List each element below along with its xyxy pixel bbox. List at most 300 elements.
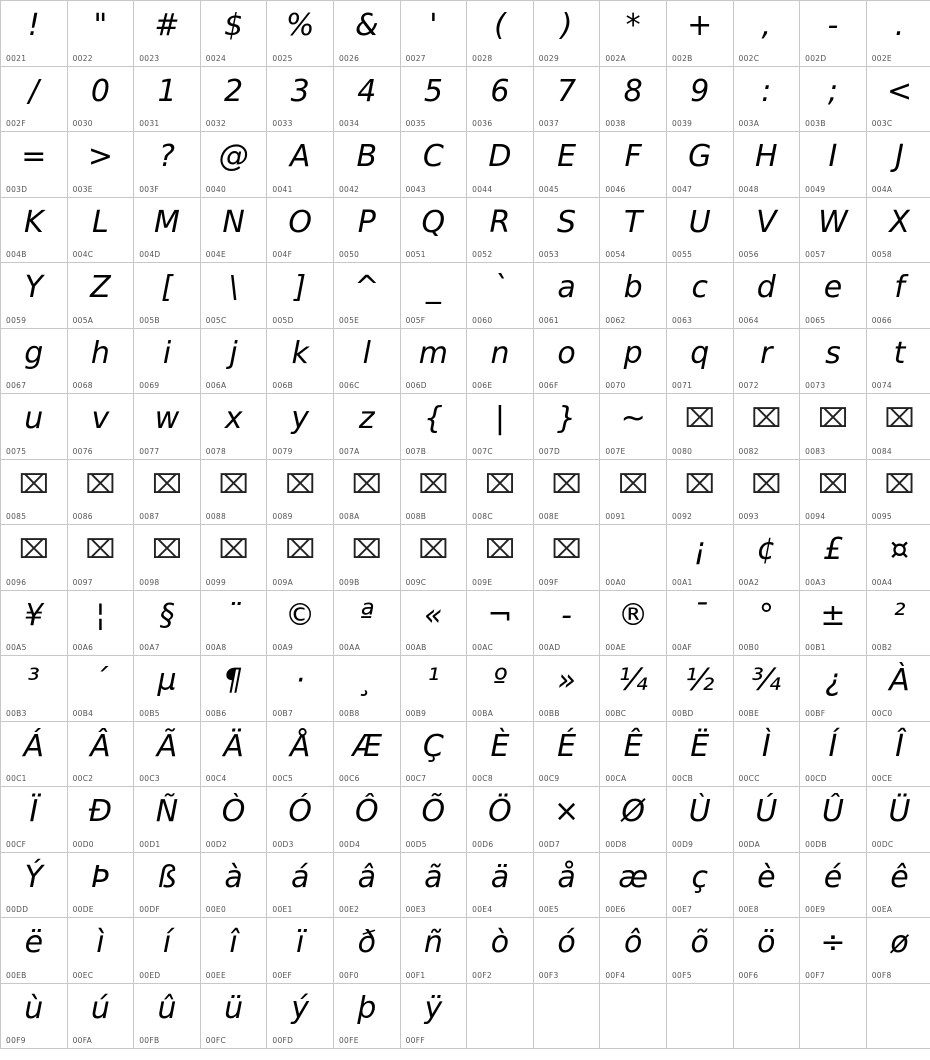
glyph-cell[interactable] [1, 394, 68, 460]
glyph-cell[interactable] [267, 197, 334, 263]
glyph-cell[interactable] [1, 721, 68, 787]
glyph-cell[interactable] [800, 852, 867, 918]
glyph-cell[interactable] [467, 721, 534, 787]
glyph-cell[interactable] [600, 197, 667, 263]
glyph-cell[interactable] [134, 132, 201, 198]
glyph-character: ã [424, 859, 443, 895]
glyph-cell[interactable] [333, 656, 400, 722]
glyph-cell[interactable] [333, 918, 400, 984]
glyph-cell[interactable] [600, 132, 667, 198]
glyph-cell[interactable] [666, 197, 733, 263]
glyph-codepoint: 008A [338, 512, 360, 521]
glyph-character: S [557, 204, 577, 240]
glyph-cell[interactable] [800, 656, 867, 722]
glyph-cell[interactable] [533, 525, 600, 591]
glyph-cell[interactable] [267, 459, 334, 525]
glyph-character: » [557, 663, 576, 698]
glyph-cell[interactable] [666, 459, 733, 525]
glyph-cell[interactable] [600, 525, 667, 591]
glyph-cell[interactable] [67, 590, 134, 656]
glyph-cell[interactable] [333, 459, 400, 525]
glyph-character: Í [828, 728, 838, 764]
glyph-character: > [87, 139, 113, 174]
glyph-cell[interactable] [866, 394, 930, 460]
glyph-cell[interactable] [666, 656, 733, 722]
glyph-cell[interactable] [267, 328, 334, 394]
glyph-codepoint: 0028 [472, 53, 493, 63]
glyph-cell[interactable] [600, 328, 667, 394]
glyph-cell[interactable] [467, 263, 534, 329]
glyph-cell[interactable] [733, 263, 800, 329]
glyph-cell[interactable] [533, 459, 600, 525]
glyph-codepoint: 0042 [338, 184, 360, 194]
glyph-cell[interactable] [533, 1, 600, 67]
glyph-character: ¸ [359, 663, 375, 698]
glyph-character: ¶ [224, 663, 244, 698]
glyph-cell[interactable] [600, 787, 667, 853]
glyph-cell[interactable] [200, 590, 267, 656]
glyph-cell[interactable] [67, 918, 134, 984]
glyph-cell[interactable] [467, 656, 534, 722]
glyph-cell[interactable] [200, 983, 267, 1049]
glyph-cell[interactable] [400, 656, 467, 722]
glyph-row [1, 1, 930, 67]
glyph-cell[interactable] [67, 1, 134, 67]
glyph-cell[interactable] [533, 394, 600, 460]
glyph-character: J [895, 139, 904, 174]
glyph-cell[interactable] [134, 263, 201, 329]
glyph-cell[interactable] [134, 656, 201, 722]
glyph-cell[interactable] [134, 590, 201, 656]
glyph-cell[interactable] [1, 983, 68, 1049]
glyph-cell[interactable] [800, 66, 867, 132]
glyph-cell[interactable] [400, 328, 467, 394]
glyph-cell[interactable] [666, 66, 733, 132]
glyph-codepoint: 0094 [805, 512, 826, 521]
glyph-cell[interactable] [333, 721, 400, 787]
glyph-cell[interactable] [1, 787, 68, 853]
glyph-cell[interactable] [200, 656, 267, 722]
glyph-cell[interactable] [267, 852, 334, 918]
glyph-cell[interactable] [600, 656, 667, 722]
glyph-cell[interactable] [400, 918, 467, 984]
glyph-cell[interactable] [200, 918, 267, 984]
glyph-cell[interactable] [866, 197, 930, 263]
glyph-cell[interactable] [467, 787, 534, 853]
glyph-cell[interactable] [600, 459, 667, 525]
glyph-cell[interactable] [333, 132, 400, 198]
glyph-codepoint: 005C [205, 315, 227, 325]
glyph-cell[interactable] [467, 197, 534, 263]
glyph-cell[interactable] [67, 656, 134, 722]
glyph-cell[interactable] [467, 590, 534, 656]
glyph-cell[interactable] [866, 525, 930, 591]
glyph-cell[interactable] [600, 852, 667, 918]
glyph-codepoint: 00CD [805, 774, 827, 783]
glyph-codepoint: 00F4 [605, 970, 626, 980]
glyph-cell[interactable] [533, 328, 600, 394]
glyph-codepoint: 0038 [605, 119, 626, 128]
glyph-cell[interactable] [333, 852, 400, 918]
glyph-character: ~ [620, 401, 646, 436]
glyph-cell[interactable] [134, 459, 201, 525]
glyph-cell[interactable] [1, 328, 68, 394]
glyph-cell[interactable] [800, 590, 867, 656]
glyph-cell[interactable] [267, 590, 334, 656]
glyph-character: Á [23, 728, 45, 764]
glyph-cell[interactable] [67, 983, 134, 1049]
glyph-cell[interactable] [666, 721, 733, 787]
glyph-cell[interactable] [267, 721, 334, 787]
glyph-cell[interactable] [866, 132, 930, 198]
glyph-cell[interactable] [1, 852, 68, 918]
glyph-cell[interactable] [333, 394, 400, 460]
glyph-cell[interactable] [400, 590, 467, 656]
glyph-cell[interactable] [1, 132, 68, 198]
glyph-cell[interactable] [67, 852, 134, 918]
glyph-codepoint: 0025 [272, 53, 293, 63]
glyph-cell[interactable] [800, 328, 867, 394]
glyph-cell[interactable] [467, 459, 534, 525]
glyph-cell[interactable] [467, 918, 534, 984]
glyph-cell[interactable] [866, 918, 930, 984]
glyph-codepoint: 0060 [472, 315, 493, 325]
glyph-codepoint: 00A4 [871, 577, 893, 587]
glyph-cell[interactable] [333, 263, 400, 329]
glyph-cell[interactable] [134, 525, 201, 591]
glyph-cell[interactable] [67, 525, 134, 591]
glyph-cell[interactable] [333, 590, 400, 656]
glyph-cell[interactable] [733, 1, 800, 67]
glyph-cell[interactable] [400, 787, 467, 853]
glyph-codepoint: 006B [272, 381, 294, 390]
glyph-character: Z [90, 270, 111, 305]
glyph-character: £ [823, 532, 843, 567]
glyph-cell[interactable] [866, 787, 930, 853]
glyph-codepoint: 00E1 [272, 905, 293, 914]
glyph-cell[interactable] [400, 1, 467, 67]
glyph-cell[interactable] [134, 721, 201, 787]
glyph-cell[interactable] [200, 525, 267, 591]
glyph-character: Ê [623, 728, 643, 764]
glyph-cell[interactable] [866, 721, 930, 787]
glyph-cell[interactable] [200, 197, 267, 263]
glyph-cell[interactable] [467, 132, 534, 198]
glyph-cell[interactable] [333, 66, 400, 132]
glyph-cell[interactable] [800, 1, 867, 67]
glyph-cell[interactable] [600, 721, 667, 787]
glyph-cell[interactable] [800, 263, 867, 329]
glyph-codepoint: 00AF [671, 643, 693, 652]
glyph-cell[interactable] [800, 787, 867, 853]
glyph-cell[interactable] [333, 197, 400, 263]
glyph-cell[interactable] [67, 197, 134, 263]
glyph-cell[interactable] [866, 66, 930, 132]
glyph-codepoint: 004C [72, 250, 94, 259]
glyph-cell[interactable] [666, 394, 733, 460]
notdef-glyph: ⌧ [152, 535, 182, 565]
glyph-cell[interactable] [533, 66, 600, 132]
glyph-codepoint: 0054 [605, 250, 626, 259]
glyph-codepoint: 005A [72, 315, 94, 325]
glyph-cell[interactable] [333, 983, 400, 1049]
glyph-cell[interactable] [400, 459, 467, 525]
glyph-cell[interactable] [733, 590, 800, 656]
glyph-cell[interactable] [1, 918, 68, 984]
glyph-cell[interactable] [733, 721, 800, 787]
glyph-cell[interactable] [666, 132, 733, 198]
glyph-cell[interactable] [400, 852, 467, 918]
glyph-cell[interactable] [666, 1, 733, 67]
glyph-codepoint: 00E0 [205, 905, 227, 914]
glyph-character [600, 529, 666, 571]
glyph-codepoint: 0098 [139, 577, 160, 587]
glyph-cell[interactable] [200, 459, 267, 525]
glyph-cell[interactable] [866, 263, 930, 329]
glyph-character: ÷ [820, 925, 846, 960]
glyph-cell[interactable] [733, 787, 800, 853]
glyph-cell[interactable] [267, 656, 334, 722]
notdef-glyph: ⌧ [418, 469, 449, 500]
glyph-codepoint: 00BB [538, 708, 560, 718]
glyph-character: ¤ [889, 532, 910, 567]
glyph-cell[interactable] [866, 590, 930, 656]
glyph-character: a [557, 270, 576, 305]
glyph-codepoint: 00AB [405, 643, 427, 652]
glyph-codepoint: 009E [472, 577, 493, 587]
glyph-cell[interactable] [67, 787, 134, 853]
glyph-cell[interactable] [533, 721, 600, 787]
glyph-cell[interactable] [67, 394, 134, 460]
glyph-cell[interactable] [866, 328, 930, 394]
glyph-character: ¨ [226, 597, 242, 633]
glyph-cell[interactable] [467, 1, 534, 67]
glyph-cell[interactable] [600, 1, 667, 67]
glyph-character: ! [27, 8, 40, 43]
glyph-codepoint: 00EA [871, 905, 893, 914]
glyph-cell[interactable] [67, 328, 134, 394]
glyph-row [1, 852, 930, 918]
glyph-character: ó [557, 925, 576, 960]
glyph-cell[interactable] [267, 132, 334, 198]
glyph-cell[interactable] [267, 787, 334, 853]
glyph-character: < [886, 73, 913, 109]
glyph-cell[interactable] [467, 394, 534, 460]
glyph-cell[interactable] [67, 721, 134, 787]
glyph-cell[interactable] [1, 459, 68, 525]
glyph-cell[interactable] [267, 263, 334, 329]
glyph-cell[interactable] [666, 852, 733, 918]
glyph-cell[interactable] [400, 525, 467, 591]
glyph-codepoint: 002E [871, 53, 892, 63]
glyph-cell[interactable] [1, 525, 68, 591]
glyph-cell[interactable] [200, 394, 267, 460]
glyph-cell[interactable] [600, 918, 667, 984]
glyph-cell[interactable] [333, 1, 400, 67]
glyph-codepoint: 0030 [72, 119, 93, 128]
glyph-cell[interactable] [533, 656, 600, 722]
glyph-cell[interactable] [267, 983, 334, 1049]
glyph-cell[interactable] [400, 721, 467, 787]
glyph-cell[interactable] [733, 197, 800, 263]
glyph-cell[interactable] [866, 459, 930, 525]
glyph-cell[interactable] [67, 459, 134, 525]
glyph-cell[interactable] [666, 525, 733, 591]
glyph-cell[interactable] [67, 263, 134, 329]
glyph-cell[interactable] [533, 787, 600, 853]
notdef-glyph: ⌧ [684, 404, 715, 434]
glyph-character: * [625, 8, 641, 43]
glyph-character: o [557, 335, 576, 371]
glyph-cell[interactable] [267, 918, 334, 984]
glyph-cell[interactable] [800, 394, 867, 460]
glyph-codepoint: 00FE [338, 1036, 359, 1045]
glyph-character: ð [357, 925, 376, 960]
glyph-cell[interactable] [200, 263, 267, 329]
glyph-cell[interactable] [134, 328, 201, 394]
glyph-cell[interactable] [533, 918, 600, 984]
glyph-cell[interactable] [666, 328, 733, 394]
glyph-codepoint: 002F [6, 119, 26, 128]
glyph-cell[interactable] [134, 787, 201, 853]
glyph-cell[interactable] [733, 394, 800, 460]
glyph-cell[interactable] [400, 263, 467, 329]
glyph-cell[interactable] [333, 525, 400, 591]
glyph-codepoint: 006F [538, 381, 559, 390]
glyph-cell[interactable] [800, 132, 867, 198]
glyph-cell[interactable] [533, 263, 600, 329]
glyph-cell[interactable] [134, 197, 201, 263]
glyph-cell[interactable] [400, 66, 467, 132]
glyph-cell[interactable] [733, 66, 800, 132]
glyph-cell[interactable] [267, 66, 334, 132]
glyph-cell[interactable] [200, 328, 267, 394]
glyph-cell[interactable] [600, 590, 667, 656]
glyph-cell[interactable] [800, 525, 867, 591]
glyph-character: v [91, 401, 110, 436]
glyph-cell[interactable] [866, 656, 930, 722]
glyph-cell[interactable] [800, 721, 867, 787]
glyph-cell[interactable] [866, 1, 930, 67]
glyph-cell[interactable] [200, 787, 267, 853]
glyph-cell[interactable] [666, 918, 733, 984]
glyph-cell[interactable] [733, 328, 800, 394]
glyph-codepoint: 00B2 [871, 643, 893, 652]
glyph-cell[interactable] [134, 852, 201, 918]
glyph-cell[interactable] [134, 983, 201, 1049]
glyph-cell[interactable] [533, 852, 600, 918]
glyph-cell[interactable] [333, 328, 400, 394]
glyph-cell[interactable] [134, 918, 201, 984]
glyph-character: © [285, 597, 316, 633]
glyph-cell[interactable] [800, 459, 867, 525]
glyph-cell[interactable] [267, 394, 334, 460]
glyph-codepoint: 0053 [538, 250, 560, 259]
glyph-cell[interactable] [200, 852, 267, 918]
glyph-character: N [222, 204, 245, 240]
glyph-cell[interactable] [400, 197, 467, 263]
glyph-cell[interactable] [1, 1, 68, 67]
glyph-cell[interactable] [467, 66, 534, 132]
glyph-cell[interactable] [533, 590, 600, 656]
glyph-character: ê [890, 859, 909, 895]
glyph-cell[interactable] [800, 918, 867, 984]
glyph-codepoint: 0079 [272, 446, 293, 456]
glyph-cell[interactable] [400, 132, 467, 198]
glyph-cell[interactable] [467, 525, 534, 591]
glyph-cell[interactable] [666, 787, 733, 853]
glyph-cell[interactable] [134, 1, 201, 67]
notdef-glyph: ⌧ [751, 469, 782, 500]
notdef-glyph: ⌧ [285, 469, 316, 500]
glyph-character: ½ [685, 663, 715, 698]
glyph-cell[interactable] [666, 590, 733, 656]
glyph-cell[interactable] [1, 656, 68, 722]
glyph-cell[interactable] [800, 197, 867, 263]
glyph-cell[interactable] [666, 263, 733, 329]
glyph-character: l [362, 335, 371, 371]
glyph-cell[interactable] [533, 197, 600, 263]
glyph-codepoint: 00AE [605, 643, 626, 652]
glyph-codepoint: 008C [472, 512, 493, 521]
glyph-cell[interactable] [600, 263, 667, 329]
notdef-glyph: ⌧ [285, 535, 316, 565]
glyph-character: | [494, 401, 505, 436]
glyph-codepoint: 0035 [405, 119, 426, 128]
glyph-cell[interactable] [267, 525, 334, 591]
glyph-cell[interactable] [733, 852, 800, 918]
glyph-cell[interactable] [1, 66, 68, 132]
glyph-cell[interactable] [67, 66, 134, 132]
glyph-cell[interactable] [400, 983, 467, 1049]
glyph-cell[interactable] [67, 132, 134, 198]
glyph-cell[interactable] [467, 852, 534, 918]
glyph-cell[interactable] [267, 1, 334, 67]
glyph-codepoint: 00BC [605, 708, 627, 718]
glyph-codepoint: 009B [338, 577, 360, 587]
glyph-cell[interactable] [733, 132, 800, 198]
glyph-cell[interactable] [1, 197, 68, 263]
glyph-cell[interactable] [733, 656, 800, 722]
glyph-cell[interactable] [134, 66, 201, 132]
glyph-cell[interactable] [866, 852, 930, 918]
glyph-cell[interactable] [200, 66, 267, 132]
glyph-codepoint: 00FC [205, 1036, 227, 1045]
glyph-cell[interactable] [1, 263, 68, 329]
glyph-cell[interactable] [600, 66, 667, 132]
glyph-cell[interactable] [733, 459, 800, 525]
glyph-codepoint: 008B [405, 512, 427, 521]
glyph-codepoint: 0022 [72, 53, 93, 63]
glyph-cell[interactable] [533, 132, 600, 198]
glyph-cell[interactable] [333, 787, 400, 853]
glyph-codepoint: 002C [738, 53, 760, 63]
glyph-cell[interactable] [200, 721, 267, 787]
glyph-cell[interactable] [467, 328, 534, 394]
glyph-row [1, 459, 930, 525]
glyph-cell[interactable] [600, 394, 667, 460]
glyph-cell[interactable] [200, 132, 267, 198]
glyph-codepoint: 00D2 [205, 839, 228, 849]
glyph-cell[interactable] [134, 394, 201, 460]
glyph-codepoint: 007C [472, 446, 493, 456]
glyph-cell[interactable] [400, 394, 467, 460]
glyph-cell[interactable] [1, 590, 68, 656]
glyph-codepoint: 0073 [805, 381, 826, 390]
glyph-cell[interactable] [733, 525, 800, 591]
glyph-cell[interactable] [200, 1, 267, 67]
glyph-cell[interactable] [733, 918, 800, 984]
